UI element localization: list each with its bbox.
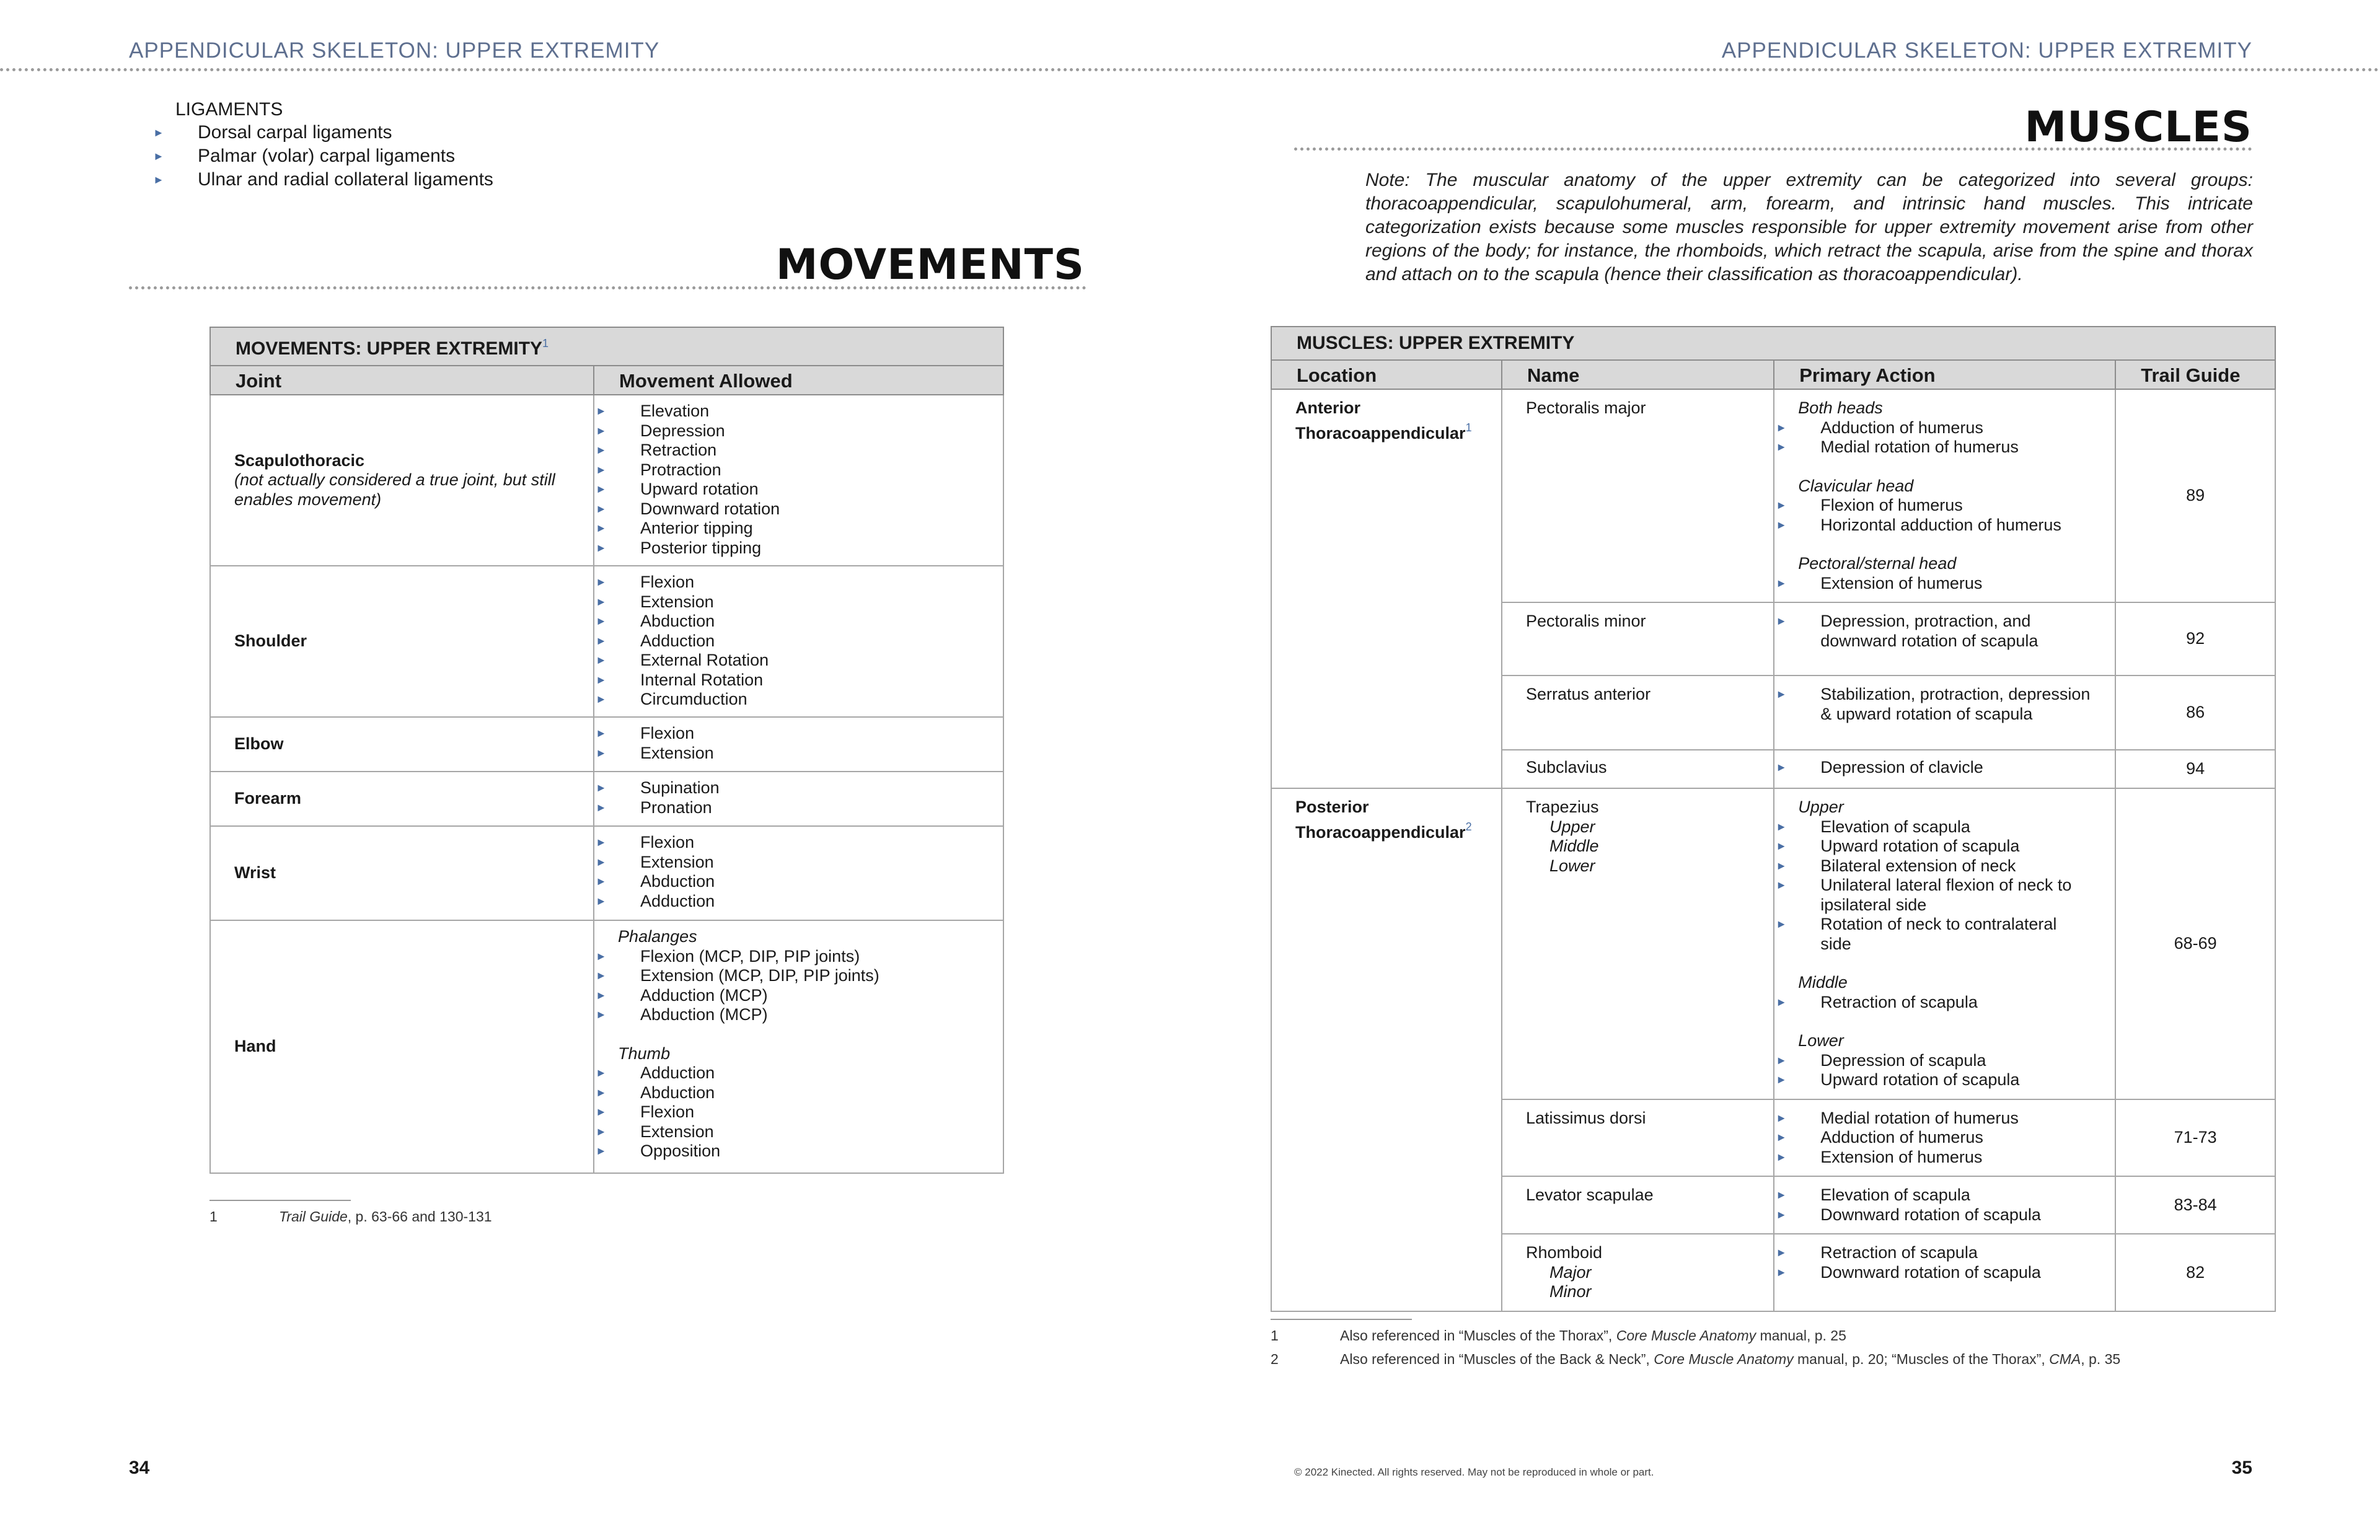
list-item: ► Palmar (volar) carpal ligaments [175, 144, 493, 168]
joint-cell: Scapulothoracic (not actually considered a true joint, but still enables movement) [210, 395, 594, 566]
list-item: ► Horizontal adduction of humerus [1776, 515, 2061, 534]
triangle-bullet-icon: ► [596, 615, 607, 627]
ligaments-block [153, 98, 493, 191]
table-caption: MUSCLES: UPPER EXTREMITY [1271, 327, 2275, 360]
triangle-bullet-icon: ► [596, 405, 607, 417]
muscle-name-cell: Pectoralis minor [1502, 602, 1774, 675]
list-item: ► Depression of clavicle [1776, 758, 1983, 777]
list-item: ► Depression, protraction, and downward rotation of scapula [1776, 612, 2038, 650]
action-cell [1774, 1234, 2115, 1311]
list-item: ► Retraction of scapula [1776, 992, 1978, 1011]
triangle-bullet-icon: ► [153, 126, 164, 139]
triangle-bullet-icon: ► [596, 894, 607, 907]
list-item: ► Downward rotation [596, 499, 780, 518]
triangle-bullet-icon: ► [596, 875, 607, 887]
trail-guide-cell: 94 [2115, 750, 2275, 788]
list-item: ► Circumduction [596, 690, 747, 708]
triangle-bullet-icon: ► [596, 1145, 607, 1157]
triangle-bullet-icon: ► [1776, 615, 1787, 627]
list-item: ► Protraction [596, 460, 721, 479]
triangle-bullet-icon: ► [1776, 1131, 1787, 1143]
triangle-bullet-icon: ► [1776, 1073, 1787, 1086]
muscles-title: MUSCLES [2024, 103, 2252, 152]
joint-cell: Forearm [210, 772, 594, 826]
triangle-bullet-icon: ► [596, 746, 607, 759]
triangle-bullet-icon: ► [1776, 1246, 1787, 1259]
list-item: ► Upward rotation of scapula [1776, 1070, 2020, 1089]
triangle-bullet-icon: ► [596, 1008, 607, 1021]
action-cell [1774, 1099, 2115, 1177]
triangle-bullet-icon: ► [1776, 879, 1787, 891]
triangle-bullet-icon: ► [596, 1086, 607, 1099]
triangle-bullet-icon: ► [596, 654, 607, 666]
triangle-bullet-icon: ► [1776, 441, 1787, 453]
list-item: ► Flexion [596, 833, 695, 851]
list-item: ► Downward rotation of scapula [1776, 1262, 2041, 1282]
muscle-name-cell: Serratus anterior [1502, 675, 1774, 750]
joint-cell: Elbow [210, 717, 594, 772]
list-item: ► Abduction [596, 612, 715, 630]
list-item: ► Adduction [596, 1063, 715, 1082]
triangle-bullet-icon: ► [596, 522, 607, 534]
list-item: ► Abduction [596, 872, 715, 891]
action-cell [1774, 675, 2115, 750]
ligaments-list [153, 121, 493, 191]
triangle-bullet-icon: ► [1776, 1265, 1787, 1278]
triangle-bullet-icon: ► [596, 1106, 607, 1118]
muscle-name-cell: Trapezius Upper Middle Lower [1502, 788, 1774, 1099]
list-item: ► Downward rotation of scapula [1776, 1205, 2041, 1224]
ligaments-heading: LIGAMENTS [175, 99, 283, 120]
list-item: ► Flexion of humerus [1776, 496, 1963, 514]
joint-cell: Wrist [210, 826, 594, 920]
list-item: ► Extension of humerus [1776, 1147, 1983, 1166]
action-cell: Upper ► Elevation of scapula ► Upward rotation of scapula ► Bilateral extension of neck ► Unilateral lateral flexion of neck to ipsilateral side ► Rotation of neck to contralateral side Middle ► Retraction of scapula Lower ► Depression of scapula ► Upward rotation of scapula [1774, 788, 2115, 1099]
list-item: ► Elevation of scapula [1776, 1186, 1970, 1204]
joint-cell: Hand [210, 920, 594, 1173]
table-row [210, 920, 1003, 1173]
right-running-head: APPENDICULAR SKELETON: UPPER EXTREMITY [1721, 38, 2252, 63]
column-header-joint: Joint [210, 366, 594, 395]
muscle-name-cell: Levator scapulae [1502, 1176, 1774, 1234]
movements-divider [129, 286, 1086, 289]
list-item: ► Extension [596, 743, 714, 762]
triangle-bullet-icon: ► [596, 855, 607, 868]
movement-cell [594, 772, 1003, 826]
triangle-bullet-icon: ► [1776, 1054, 1787, 1067]
triangle-bullet-icon: ► [596, 502, 607, 515]
triangle-bullet-icon: ► [1776, 859, 1787, 872]
footnote-ref: 1 [1465, 421, 1472, 434]
triangle-bullet-icon: ► [1776, 499, 1787, 511]
list-item: ► Extension of humerus [1776, 573, 1983, 592]
table-row [210, 717, 1003, 772]
list-item: ► Adduction [596, 891, 715, 910]
list-item: ► Stabilization, protraction, depression & upward rotation of scapula [1776, 685, 2091, 723]
list-item: ► Posterior tipping [596, 538, 762, 557]
column-header-movement: Movement Allowed [594, 366, 1003, 395]
trail-guide-cell: 82 [2115, 1234, 2275, 1311]
triangle-bullet-icon: ► [153, 150, 164, 162]
muscles-divider [1294, 147, 2252, 151]
list-item: ► Extension [596, 1122, 714, 1141]
footnote-rule [1271, 1319, 1412, 1320]
list-item: ► Flexion [596, 1102, 695, 1121]
list-item: ► Bilateral extension of neck [1776, 856, 2016, 875]
triangle-bullet-icon: ► [1776, 995, 1787, 1008]
list-item: ► External Rotation [596, 651, 769, 669]
location-cell-posterior: Posterior Thoracoappendicular$^2$ [1271, 788, 1502, 1311]
header-divider [0, 68, 2380, 71]
triangle-bullet-icon: ► [596, 424, 607, 437]
trail-guide-cell: 71-73 [2115, 1099, 2275, 1177]
movements-table [209, 327, 1004, 1174]
movements-footnote: 1 Trail Guide, p. 63-66 and 130-131 [209, 1208, 492, 1225]
footnote-ref: 2 [1465, 820, 1472, 833]
list-item: ► Elevation [596, 402, 710, 420]
movement-cell [594, 826, 1003, 920]
list-item: ► Depression of scapula [1776, 1050, 1986, 1070]
triangle-bullet-icon: ► [596, 444, 607, 456]
joint-cell: Shoulder [210, 566, 594, 717]
triangle-bullet-icon: ► [596, 949, 607, 962]
trail-guide-cell: 83-84 [2115, 1176, 2275, 1234]
muscles-footnote-1: 1 Also referenced in “Muscles of the Thorax”, Core Muscle Anatomy manual, p. 25 [1271, 1327, 1846, 1344]
list-item: ► Extension [596, 592, 714, 611]
triangle-bullet-icon: ► [153, 174, 164, 186]
triangle-bullet-icon: ► [596, 483, 607, 495]
muscle-name-cell: Pectoralis major [1502, 389, 1774, 602]
table-row [210, 395, 1003, 566]
list-item: ► Upward rotation [596, 480, 759, 498]
muscles-note: Note: The muscular anatomy of the upper extremity can be categorized into several groups: thoracoappendicular, scapulohumeral, arm, forearm, and intrinsic hand muscles. This intricate categorization exists because some muscles responsible for upper extremity movement arise from other regions of the body; for instance, the rhomboids, which retract the scapula, arise from the spine and thorax and attach on to the scapula (hence their classification as thoracoappendicular). [1365, 170, 2253, 284]
column-header-trail-guide: Trail Guide [2115, 360, 2275, 390]
list-item: ► Unilateral lateral flexion of neck to ipsilateral side [1776, 876, 2072, 914]
muscle-name-cell: Rhomboid Major Minor [1502, 1234, 1774, 1311]
triangle-bullet-icon: ► [1776, 688, 1787, 700]
footnote-rule [209, 1200, 351, 1201]
list-item: ► Elevation of scapula [1776, 817, 1970, 836]
list-item: ► Retraction of scapula [1776, 1243, 1978, 1262]
list-item: ► Upward rotation of scapula [1776, 837, 2020, 855]
movement-cell [594, 717, 1003, 772]
triangle-bullet-icon: ► [596, 463, 607, 476]
footnote-ref: 1 [542, 337, 549, 350]
action-cell: Both heads ► Adduction of humerus ► Medial rotation of humerus Clavicular head ► Flexion of humerus ► Horizontal adduction of humerus Pectoral/sternal head ► Extension of humerus [1774, 389, 2115, 602]
triangle-bullet-icon: ► [1776, 1208, 1787, 1221]
triangle-bullet-icon: ► [1776, 1189, 1787, 1201]
column-header-action: Primary Action [1774, 360, 2115, 390]
trail-guide-cell: 89 [2115, 389, 2275, 602]
list-item: ► Adduction [596, 631, 715, 650]
triangle-bullet-icon: ► [1776, 421, 1787, 434]
list-item: ► Dorsal carpal ligaments [175, 121, 493, 144]
triangle-bullet-icon: ► [1776, 1150, 1787, 1163]
list-item: ► Adduction (MCP) [596, 985, 768, 1005]
list-item: ► Opposition [596, 1142, 721, 1160]
list-item: ► Extension [596, 852, 714, 871]
list-item: ► Flexion [596, 573, 695, 591]
triangle-bullet-icon: ► [596, 595, 607, 608]
triangle-bullet-icon: ► [596, 576, 607, 588]
triangle-bullet-icon: ► [596, 541, 607, 554]
triangle-bullet-icon: ► [596, 988, 607, 1001]
action-cell [1774, 602, 2115, 675]
table-row [210, 826, 1003, 920]
table-row [1271, 788, 2275, 1099]
list-item: ► Pronation [596, 798, 712, 817]
page-number-right: 35 [2231, 1458, 2252, 1478]
page-number-left: 34 [129, 1458, 150, 1478]
location-cell-anterior: Anterior Thoracoappendicular$^1$ [1271, 389, 1502, 788]
triangle-bullet-icon: ► [1776, 918, 1787, 930]
triangle-bullet-icon: ► [596, 836, 607, 848]
action-cell [1774, 750, 2115, 788]
list-item: ► Flexion (MCP, DIP, PIP joints) [596, 946, 860, 966]
movement-cell: Phalanges ► Flexion (MCP, DIP, PIP joints) ► Extension (MCP, DIP, PIP joints) ► Adduction (MCP) ► Abduction (MCP) Thumb ► Adduction ► Abduction ► Flexion ► Extension ► Opposition [594, 920, 1003, 1173]
triangle-bullet-icon: ► [1776, 761, 1787, 773]
triangle-bullet-icon: ► [1776, 1111, 1787, 1124]
triangle-bullet-icon: ► [596, 781, 607, 794]
list-item: ► Rotation of neck to contralateral side [1776, 915, 2057, 953]
trail-guide-cell: 68-69 [2115, 788, 2275, 1099]
list-item: ► Abduction [596, 1083, 715, 1102]
triangle-bullet-icon: ► [1776, 820, 1787, 833]
list-item: ► Supination [596, 778, 720, 797]
trail-guide-cell: 92 [2115, 602, 2275, 675]
movement-cell [594, 395, 1003, 566]
muscle-name-cell: Latissimus dorsi [1502, 1099, 1774, 1177]
triangle-bullet-icon: ► [596, 634, 607, 647]
list-item: ► Retraction [596, 441, 717, 459]
list-item: ► Extension (MCP, DIP, PIP joints) [596, 966, 879, 985]
action-cell [1774, 1176, 2115, 1234]
triangle-bullet-icon: ► [596, 727, 607, 739]
list-item: ► Anterior tipping [596, 519, 753, 537]
movement-cell [594, 566, 1003, 717]
table-row [210, 566, 1003, 717]
triangle-bullet-icon: ► [596, 801, 607, 814]
left-running-head: APPENDICULAR SKELETON: UPPER EXTREMITY [129, 38, 660, 63]
triangle-bullet-icon: ► [1776, 840, 1787, 852]
list-item: ► Adduction of humerus [1776, 418, 1983, 437]
triangle-bullet-icon: ► [1776, 518, 1787, 531]
list-item: ► Ulnar and radial collateral ligaments [175, 168, 493, 191]
muscles-table [1271, 326, 2276, 1312]
triangle-bullet-icon: ► [596, 673, 607, 686]
list-item: ► Adduction of humerus [1776, 1128, 1983, 1146]
column-header-name: Name [1502, 360, 1774, 390]
list-item: ► Abduction (MCP) [596, 1005, 768, 1024]
triangle-bullet-icon: ► [596, 1125, 607, 1138]
table-row [1271, 389, 2275, 602]
list-item: ► Medial rotation of humerus [1776, 1108, 2019, 1127]
column-header-location: Location [1271, 360, 1502, 390]
muscle-name-cell: Subclavius [1502, 750, 1774, 788]
muscles-footnote-2: 2 Also referenced in “Muscles of the Back & Neck”, Core Muscle Anatomy manual, p. 20; “Muscles of the Thorax”, CMA, p. 35 [1271, 1351, 2121, 1367]
list-item: ► Medial rotation of humerus [1776, 438, 2019, 456]
list-item: ► Flexion [596, 724, 695, 742]
table-caption: MOVEMENTS: UPPER EXTREMITY$^1$ [210, 327, 1003, 366]
trail-guide-cell: 86 [2115, 675, 2275, 750]
triangle-bullet-icon: ► [596, 693, 607, 705]
movements-title: MOVEMENTS [775, 240, 1085, 289]
list-item: ► Internal Rotation [596, 670, 764, 689]
triangle-bullet-icon: ► [596, 1067, 607, 1079]
table-row [210, 772, 1003, 826]
triangle-bullet-icon: ► [1776, 576, 1787, 589]
list-item: ► Depression [596, 421, 725, 440]
copyright-notice: © 2022 Kinected. All rights reserved. May not be reproduced in whole or part. [1294, 1466, 1654, 1478]
triangle-bullet-icon: ► [596, 969, 607, 982]
